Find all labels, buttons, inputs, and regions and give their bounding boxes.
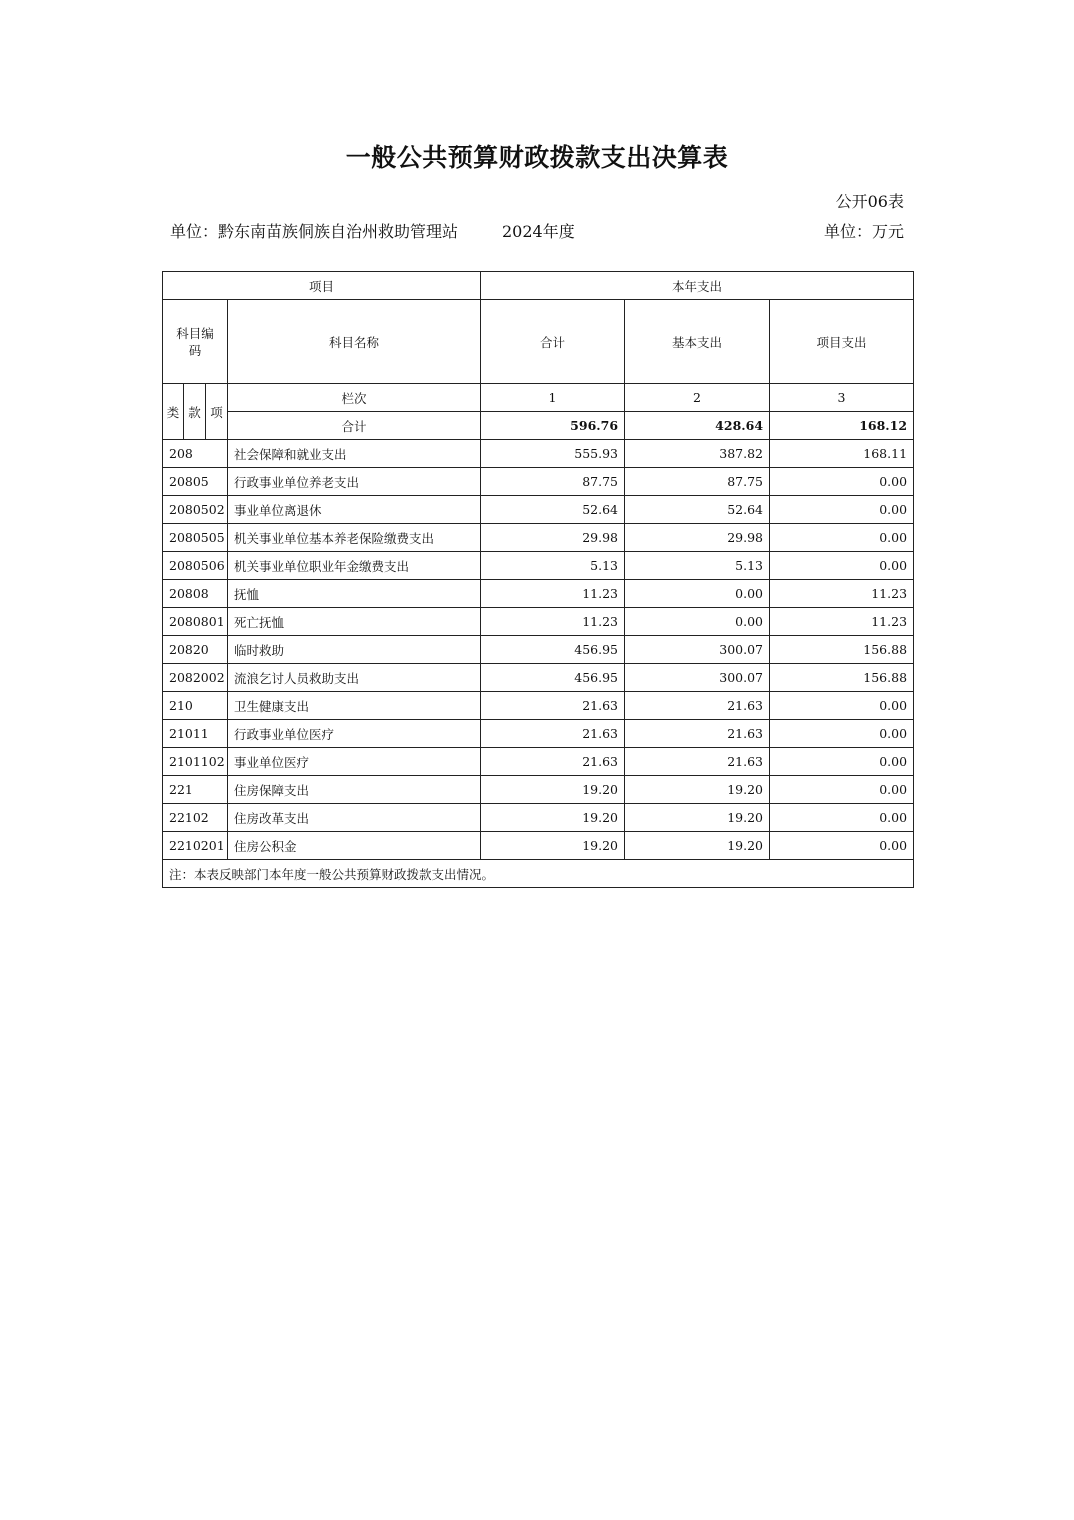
row-basic: 19.20 — [625, 832, 770, 860]
row-project: 0.00 — [770, 720, 914, 748]
header-kuan: 款 — [184, 384, 206, 440]
row-code: 22102 — [163, 804, 228, 832]
row-total: 29.98 — [481, 524, 625, 552]
row-name: 住房保障支出 — [228, 776, 481, 804]
row-name: 住房改革支出 — [228, 804, 481, 832]
table-row — [163, 804, 914, 832]
totals-label: 合计 — [228, 412, 481, 440]
header-subject-code: 科目编码 — [163, 300, 228, 384]
row-total: 52.64 — [481, 496, 625, 524]
row-project: 156.88 — [770, 664, 914, 692]
table-row — [163, 776, 914, 804]
row-project: 11.23 — [770, 608, 914, 636]
row-name: 事业单位离退休 — [228, 496, 481, 524]
row-name: 住房公积金 — [228, 832, 481, 860]
table-row — [163, 720, 914, 748]
row-name: 社会保障和就业支出 — [228, 440, 481, 468]
row-name: 流浪乞讨人员救助支出 — [228, 664, 481, 692]
row-project: 156.88 — [770, 636, 914, 664]
row-name: 抚恤 — [228, 580, 481, 608]
row-basic: 19.20 — [625, 804, 770, 832]
row-project: 0.00 — [770, 804, 914, 832]
table-row — [163, 496, 914, 524]
row-total: 19.20 — [481, 776, 625, 804]
table-row — [163, 552, 914, 580]
row-total: 11.23 — [481, 580, 625, 608]
row-basic: 5.13 — [625, 552, 770, 580]
row-total: 21.63 — [481, 692, 625, 720]
row-name: 行政事业单位医疗 — [228, 720, 481, 748]
table-row — [163, 468, 914, 496]
table-row — [163, 832, 914, 860]
header-row-1 — [163, 272, 914, 300]
header-col1: 1 — [481, 384, 625, 412]
table-note: 注：本表反映部门本年度一般公共预算财政拨款支出情况。 — [163, 860, 914, 888]
totals-row — [163, 412, 914, 440]
header-subject-name: 科目名称 — [228, 300, 481, 384]
table-row — [163, 664, 914, 692]
row-basic: 29.98 — [625, 524, 770, 552]
row-total: 456.95 — [481, 636, 625, 664]
row-project: 0.00 — [770, 776, 914, 804]
row-name: 机关事业单位基本养老保险缴费支出 — [228, 524, 481, 552]
row-basic: 300.07 — [625, 636, 770, 664]
header-col2: 2 — [625, 384, 770, 412]
header-column-no: 栏次 — [228, 384, 481, 412]
row-total: 19.20 — [481, 832, 625, 860]
organization-unit: 单位：黔东南苗族侗族自治州救助管理站 — [170, 222, 459, 241]
row-name: 临时救助 — [228, 636, 481, 664]
table-row — [163, 692, 914, 720]
row-code: 2080506 — [163, 552, 228, 580]
header-basic-expense: 基本支出 — [625, 300, 770, 384]
row-total: 87.75 — [481, 468, 625, 496]
header-project: 项目 — [163, 272, 481, 300]
row-code: 2082002 — [163, 664, 228, 692]
table-row — [163, 636, 914, 664]
row-basic: 387.82 — [625, 440, 770, 468]
table-row — [163, 524, 914, 552]
row-total: 555.93 — [481, 440, 625, 468]
table-row — [163, 608, 914, 636]
row-name: 卫生健康支出 — [228, 692, 481, 720]
row-basic: 0.00 — [625, 608, 770, 636]
row-basic: 21.63 — [625, 692, 770, 720]
totals-total: 596.76 — [481, 412, 625, 440]
header-project-expense: 项目支出 — [770, 300, 914, 384]
row-name: 事业单位医疗 — [228, 748, 481, 776]
row-name: 死亡抚恤 — [228, 608, 481, 636]
row-total: 456.95 — [481, 664, 625, 692]
row-name: 行政事业单位养老支出 — [228, 468, 481, 496]
row-basic: 52.64 — [625, 496, 770, 524]
row-total: 21.63 — [481, 720, 625, 748]
table-row — [163, 748, 914, 776]
row-total: 11.23 — [481, 608, 625, 636]
row-project: 0.00 — [770, 692, 914, 720]
row-total: 19.20 — [481, 804, 625, 832]
totals-basic: 428.64 — [625, 412, 770, 440]
row-code: 2210201 — [163, 832, 228, 860]
row-total: 21.63 — [481, 748, 625, 776]
row-code: 20820 — [163, 636, 228, 664]
row-project: 0.00 — [770, 468, 914, 496]
row-code: 2080801 — [163, 608, 228, 636]
row-code: 20805 — [163, 468, 228, 496]
row-project: 0.00 — [770, 748, 914, 776]
row-basic: 0.00 — [625, 580, 770, 608]
row-code: 21011 — [163, 720, 228, 748]
row-code: 2101102 — [163, 748, 228, 776]
page-title: 一般公共预算财政拨款支出决算表 — [345, 143, 729, 172]
row-code: 20808 — [163, 580, 228, 608]
header-row-2 — [163, 300, 914, 384]
header-row-3 — [163, 384, 914, 412]
form-number: 公开06表 — [835, 192, 904, 211]
header-current-year-expense: 本年支出 — [481, 272, 914, 300]
totals-project: 168.12 — [770, 412, 914, 440]
row-project: 0.00 — [770, 496, 914, 524]
row-project: 0.00 — [770, 524, 914, 552]
header-col3: 3 — [770, 384, 914, 412]
header-xiang: 项 — [206, 384, 228, 440]
row-total: 5.13 — [481, 552, 625, 580]
row-project: 168.11 — [770, 440, 914, 468]
header-total: 合计 — [481, 300, 625, 384]
row-code: 210 — [163, 692, 228, 720]
row-basic: 21.63 — [625, 748, 770, 776]
row-code: 208 — [163, 440, 228, 468]
expenditure-table — [162, 271, 914, 888]
row-name: 机关事业单位职业年金缴费支出 — [228, 552, 481, 580]
header-lei: 类 — [163, 384, 184, 440]
row-project: 11.23 — [770, 580, 914, 608]
row-project: 0.00 — [770, 552, 914, 580]
table-row — [163, 580, 914, 608]
row-code: 2080502 — [163, 496, 228, 524]
fiscal-year: 2024年度 — [502, 222, 575, 241]
table-row — [163, 440, 914, 468]
row-code: 2080505 — [163, 524, 228, 552]
row-basic: 19.20 — [625, 776, 770, 804]
row-basic: 21.63 — [625, 720, 770, 748]
row-code: 221 — [163, 776, 228, 804]
row-basic: 300.07 — [625, 664, 770, 692]
row-basic: 87.75 — [625, 468, 770, 496]
row-project: 0.00 — [770, 832, 914, 860]
note-row — [163, 860, 914, 888]
currency-unit: 单位：万元 — [823, 222, 904, 241]
